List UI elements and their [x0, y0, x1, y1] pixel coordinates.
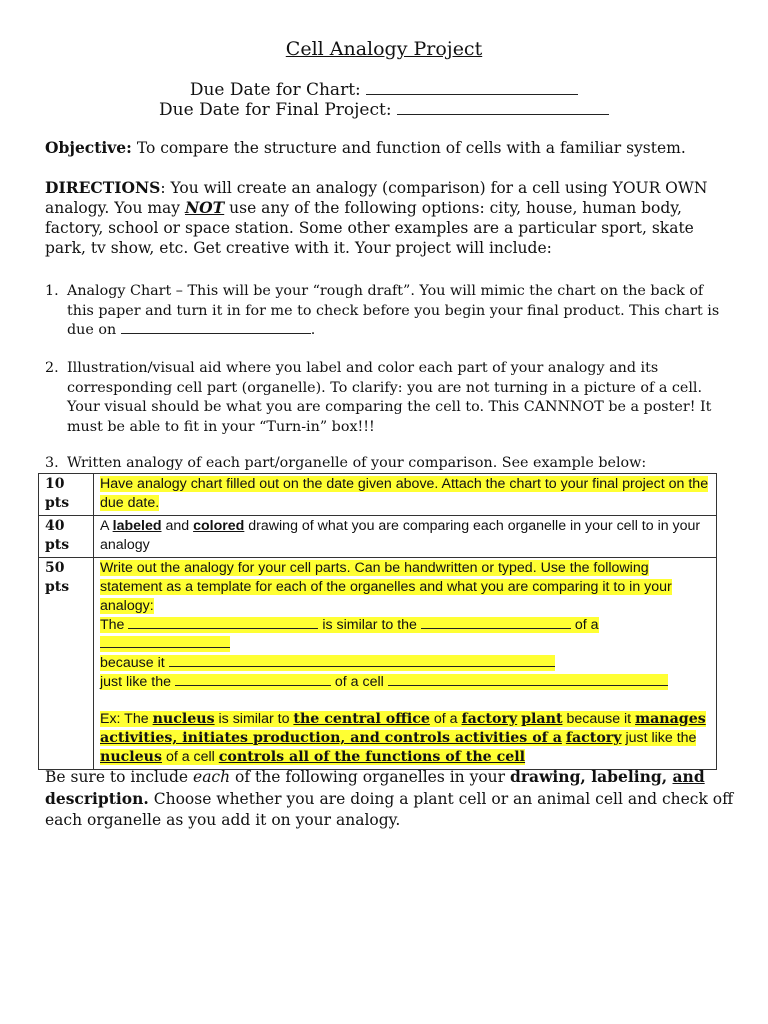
list-item-text: Illustration/visual aid where you label and color each part of your analogy and its corresponding cell part (organelle). To clarify: you are not turning in a picture of a cell. Your visual should be what you are comparing the cell to. This CANNNOT be a poster! It must be able to fit in your “Turn-in” box!!! — [67, 360, 712, 435]
objective — [45, 138, 735, 157]
due-date-final-label: Due Date for Final Project: — [159, 100, 392, 120]
points-cell: 10 pts — [39, 474, 94, 516]
template-blank[interactable] — [388, 674, 668, 686]
footer-text: Be sure to include — [45, 768, 194, 786]
due-date-chart-blank[interactable] — [366, 78, 578, 95]
template-line — [100, 616, 712, 654]
example-emphasis: nucleus — [100, 749, 162, 765]
directions-not: NOT — [184, 198, 225, 217]
template-text: of a — [570, 617, 599, 633]
due-date-chart-label: Due Date for Chart: — [189, 80, 361, 100]
colored-word: colored — [193, 518, 245, 534]
table-row — [39, 516, 717, 558]
rubric-table — [38, 473, 717, 770]
due-date-chart — [0, 78, 768, 100]
page-title: Cell Analogy Project — [285, 38, 483, 60]
footer-emphasis: each — [193, 768, 231, 786]
due-date-final — [0, 98, 768, 120]
requirement-cell — [94, 474, 717, 516]
template-blank[interactable] — [175, 674, 331, 686]
labeled-word: labeled — [112, 518, 162, 534]
footer-text: of the following organelles in your — [230, 768, 511, 786]
requirement-cell — [94, 516, 717, 558]
objective-text: To compare the structure and function of cells with a familiar system. — [131, 139, 686, 157]
template-text: of a cell — [330, 674, 388, 690]
requirement-text: and — [161, 518, 194, 534]
template-text: because it — [100, 655, 169, 671]
objective-label: Objective: — [45, 138, 132, 157]
directions-text-2: use any of the following options: city, house, human body, factory, school or space station. Some other examples are a particular sport, skate park, tv show, etc. Get creative with it. Your project will include: — [45, 199, 694, 257]
example-text: of a cell — [162, 749, 219, 765]
example-emphasis: plant — [521, 711, 563, 727]
directions-text-1: : You will create an analogy (comparison) for a cell using YOUR OWN analogy. You may — [45, 179, 708, 217]
list-item-number: 1. — [45, 283, 59, 299]
example-text: of a — [429, 711, 462, 727]
list-item-text: Analogy Chart – This will be your “rough draft”. You will mimic the chart on the back of this paper and turn it in for me to check before you begin your final product. This chart is due on — [67, 283, 720, 338]
chart-due-blank[interactable] — [121, 321, 311, 334]
list-item — [45, 454, 725, 474]
template-blank[interactable] — [128, 617, 318, 629]
requirement-text: drawing of what you are comparing each organelle in your cell to in your analogy — [100, 518, 701, 553]
template-blank[interactable] — [100, 636, 230, 648]
points-cell: 40 pts — [39, 516, 94, 558]
example-text: just like the — [621, 730, 697, 746]
example-emphasis: the central office — [293, 711, 430, 727]
example-analogy — [100, 710, 712, 767]
footer-text: Choose whether you are doing a plant cell or an animal cell and check off each organelle as you add it on your analogy. — [45, 790, 734, 829]
requirement-text: A — [100, 518, 113, 534]
points-cell: 50 pts — [39, 558, 94, 770]
directions — [45, 178, 735, 258]
template-blank[interactable] — [169, 655, 555, 667]
example-emphasis: factory — [565, 730, 622, 746]
example-emphasis: nucleus — [152, 711, 215, 727]
table-row — [39, 474, 717, 516]
template-blank[interactable] — [421, 617, 571, 629]
template-text: The — [100, 617, 129, 633]
list-item — [45, 282, 725, 341]
footer-emphasis: description. — [45, 789, 149, 808]
example-text: Ex: The — [100, 711, 153, 727]
footer-emphasis: drawing, labeling, — [510, 767, 673, 786]
template-line — [100, 673, 712, 692]
list-item-number: 2. — [45, 360, 59, 376]
list-item-number: 3. — [45, 455, 59, 471]
example-emphasis: manages activities, initiates production, and controls activities of a — [100, 711, 706, 746]
example-emphasis: controls all of the functions of the cell — [218, 749, 526, 765]
due-date-final-blank[interactable] — [397, 98, 609, 115]
requirement-cell — [94, 558, 717, 770]
footer-instructions — [45, 766, 735, 831]
example-emphasis: factory — [461, 711, 518, 727]
example-text: is similar to — [214, 711, 294, 727]
requirement-text: Have analogy chart filled out on the date given above. Attach the chart to your final project on the due date. — [100, 476, 709, 511]
requirement-text: Write out the analogy for your cell parts. Can be handwritten or typed. Use the following statement as a template for each of the organelles and what you are comparing it to in your analogy: — [100, 560, 672, 614]
list-item-end: . — [310, 322, 316, 338]
template-text: is similar to the — [318, 617, 421, 633]
table-row — [39, 558, 717, 770]
footer-emphasis: and — [672, 767, 705, 786]
list-item-text: Written analogy of each part/organelle of your comparison. See example below: — [67, 455, 647, 471]
list-item — [45, 359, 725, 437]
directions-label: DIRECTIONS — [45, 178, 161, 197]
template-text: just like the — [100, 674, 175, 690]
template-line — [100, 654, 712, 673]
example-text: because it — [562, 711, 632, 727]
